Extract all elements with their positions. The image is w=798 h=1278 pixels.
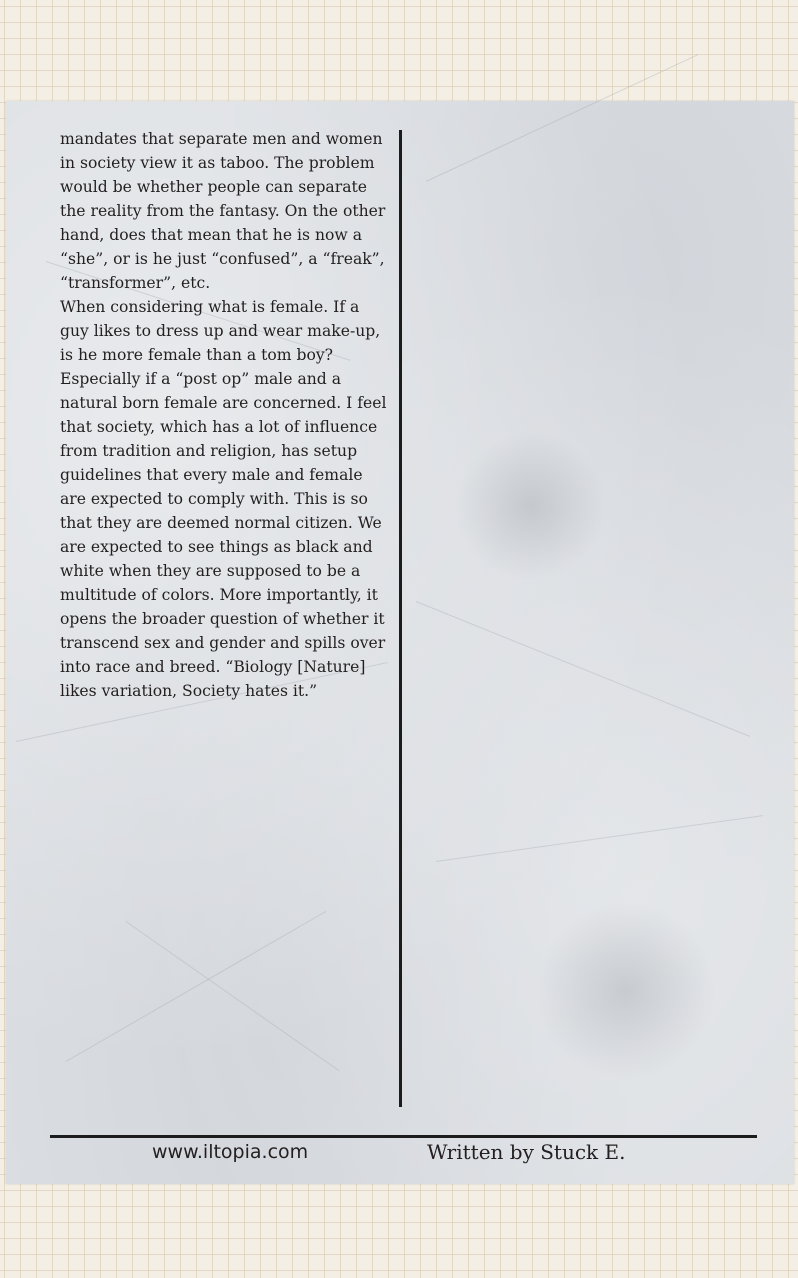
- paper-crease: [436, 815, 763, 862]
- article-paragraph: mandates that separate men and women in society view it as taboo. The problem would be whether people can separate the reality from the fantasy. On the other hand, does that mean that he is now a “she”, or is he just “confused”, a “freak”, “transformer”, etc.: [60, 130, 386, 292]
- article-body: [60, 127, 392, 703]
- paper-crease: [416, 601, 750, 737]
- footer-divider: [50, 1135, 757, 1138]
- paper-stain: [536, 901, 716, 1081]
- paper-crease: [126, 921, 340, 1071]
- paper-crease: [66, 911, 326, 1062]
- paper-crease: [426, 54, 698, 182]
- article-paragraph: When considering what is female. If a guy likes to dress up and wear make-up, is he more female than a tom boy? Especially if a “post op” male and a natural born female are concerned. I feel that society, which has a lot of influence from tradition and religion, has setup guidelines that every male and female are expected to comply with. This is so that they are deemed normal citizen. We are expected to see things as black and white when they are supposed to be a multitude of colors. More importantly, it opens the broader question of whether it transcend sex and gender and spills over into race and breed. “Biology [Nature] likes variation, Society hates it.”: [60, 298, 387, 700]
- paper-stain: [456, 431, 606, 581]
- column-divider: [399, 130, 402, 1107]
- footer-website: www.iltopia.com: [152, 1141, 309, 1163]
- footer-byline: Written by Stuck E.: [427, 1140, 626, 1164]
